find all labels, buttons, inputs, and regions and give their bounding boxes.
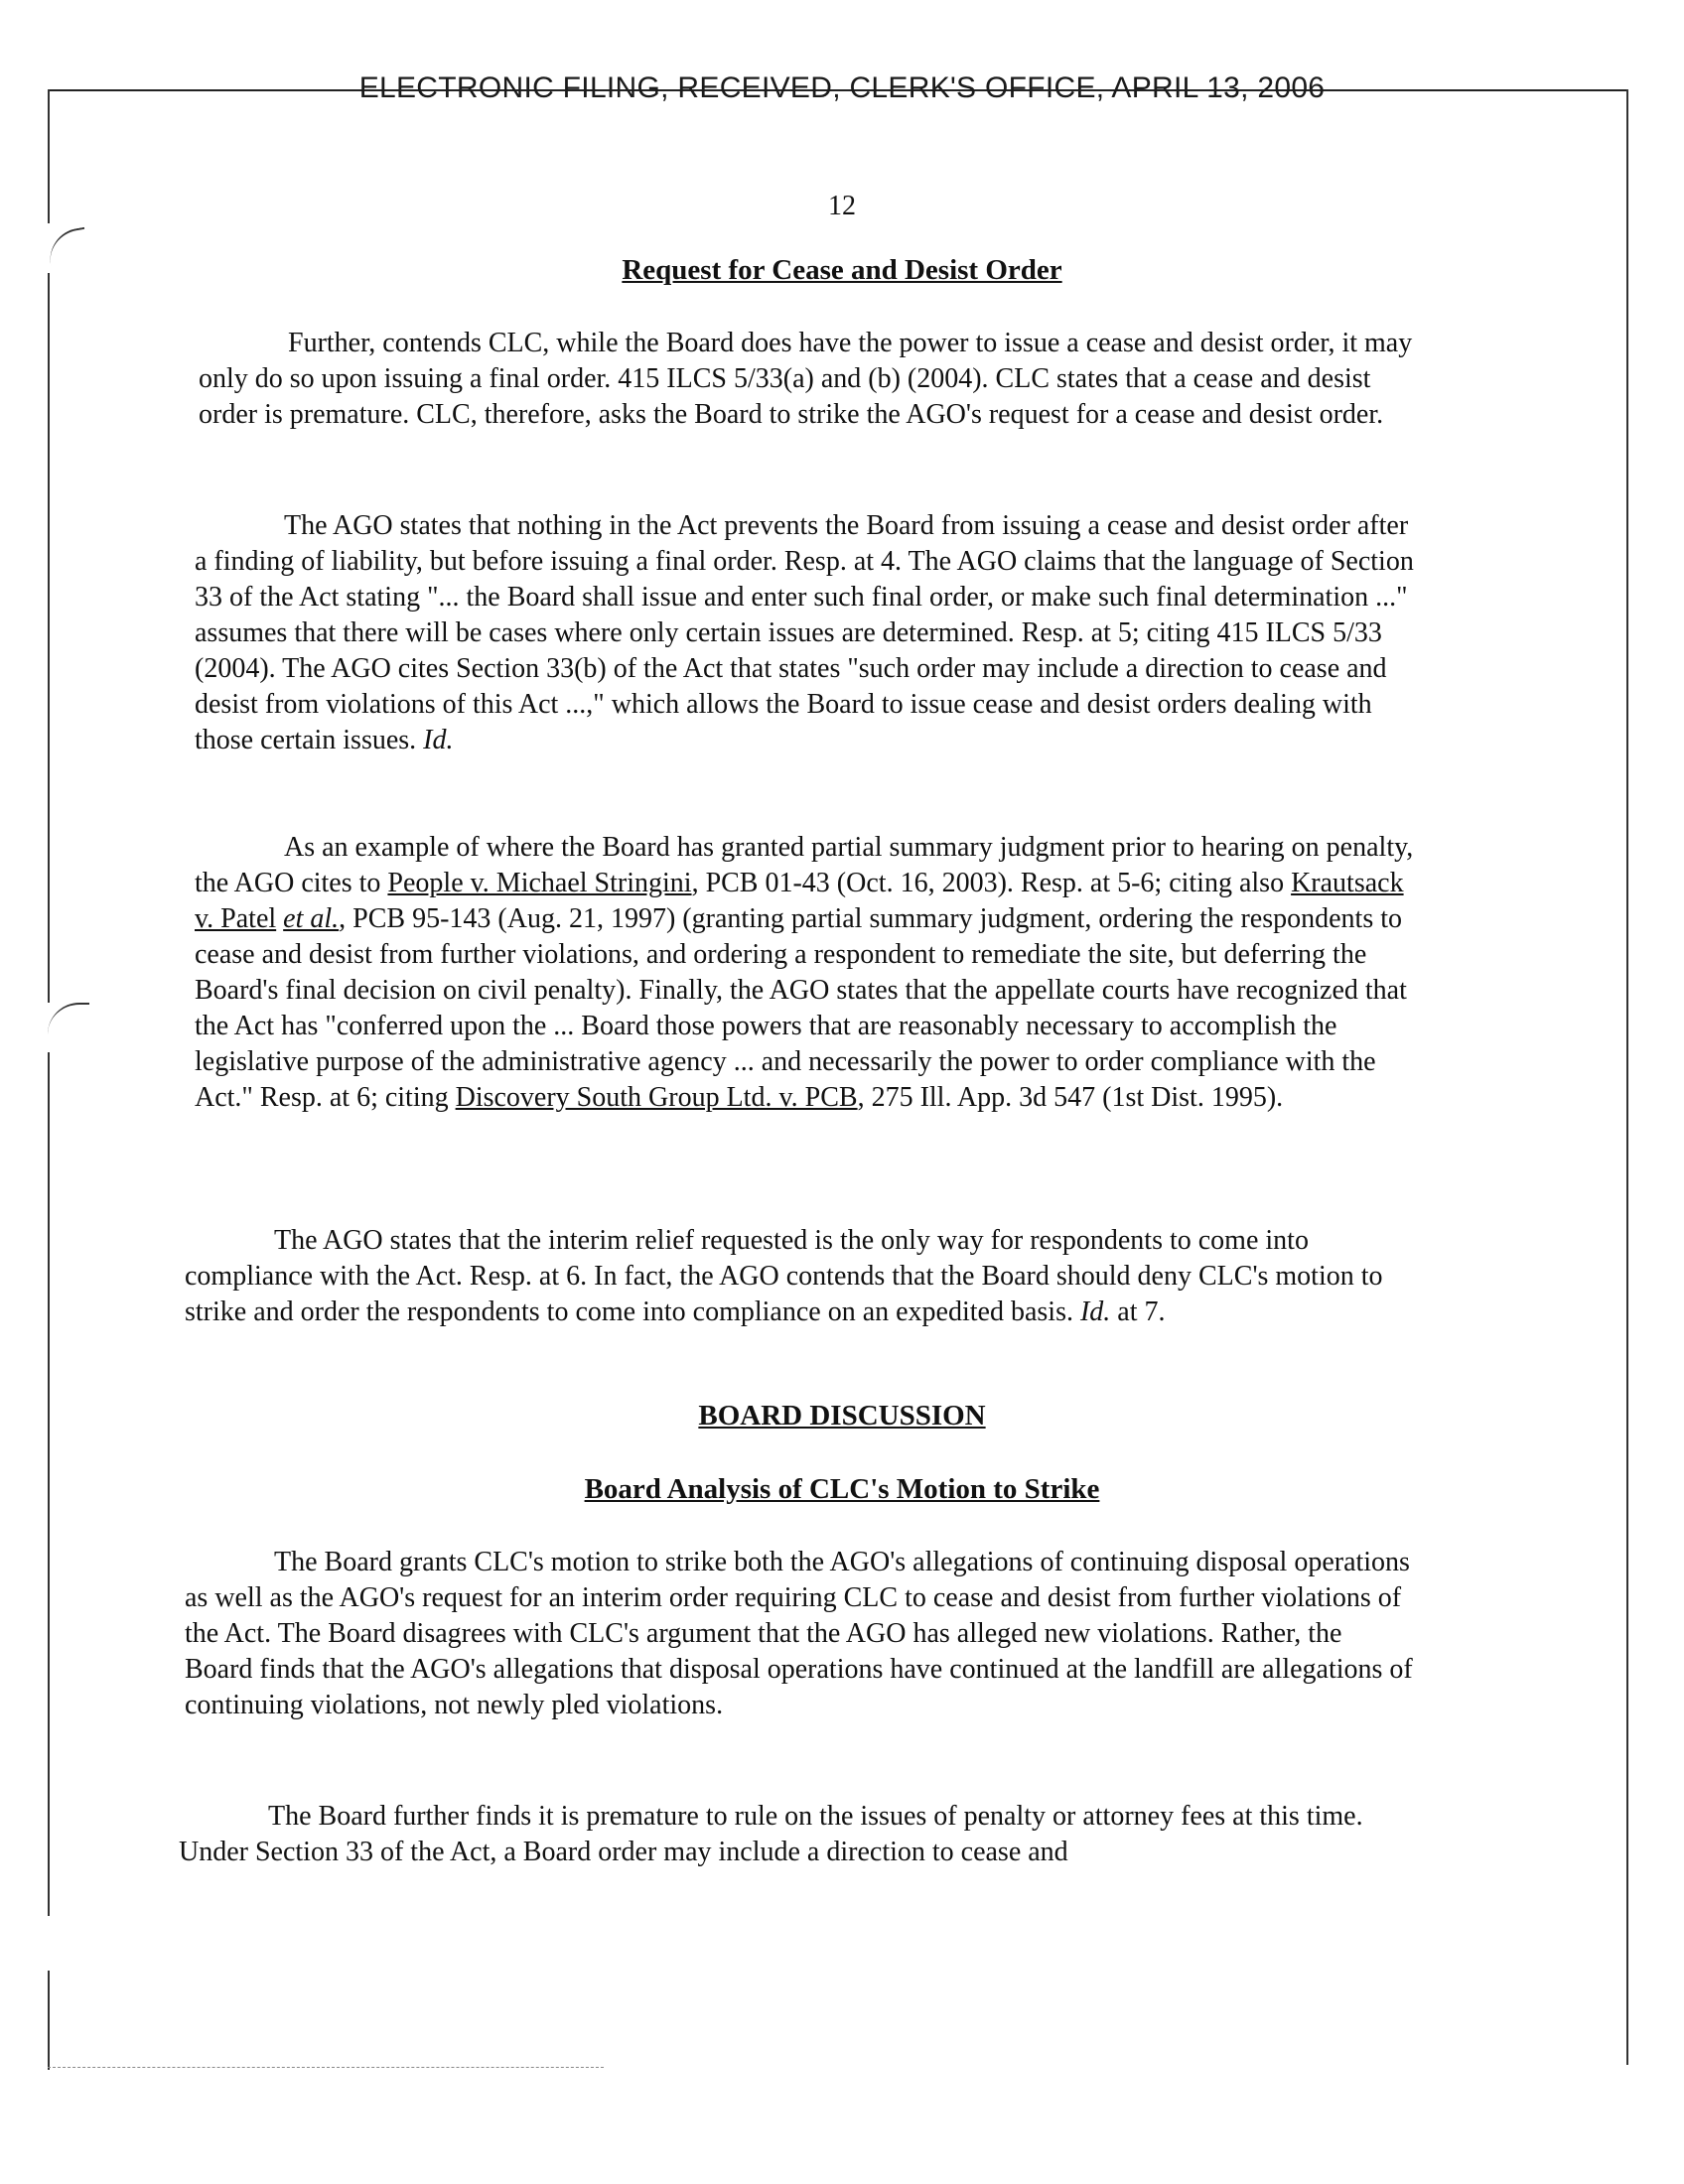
binding-mark	[48, 1003, 89, 1034]
paragraph-4-text-b: at 7.	[1117, 1297, 1166, 1327]
paragraph-1-text: Further, contends CLC, while the Board does have the power to issue a cease and desist order, it may only do so upon issuing a final order. 415 ILCS 5/33(a) and (b) (2004). CLC states that a cease and desist order is premature. CLC, therefore, asks the Board to strike the AGO's request for a cease and desist order.	[199, 328, 1413, 430]
filing-stamp: ELECTRONIC FILING, RECEIVED, CLERK'S OFFICE, APRIL 13, 2006	[358, 71, 1326, 104]
id-citation: Id.	[1079, 1297, 1111, 1327]
paragraph-2	[195, 508, 1426, 758]
section-heading-cease-desist: Request for Cease and Desist Order	[622, 254, 1062, 286]
paragraph-4	[185, 1223, 1416, 1330]
page-frame-left	[48, 273, 50, 1003]
paragraph-5-text: The Board grants CLC's motion to strike both the AGO's allegations of continuing disposal operations as well as the AGO's request for an interim order requiring CLC to cease and desist from further violations of the Act. The Board disagrees with CLC's argument that the AGO has alleged new violations. Rather, the Board finds that the AGO's allegations that disposal operations have continued at the landfill are allegations of continuing violations, not newly pled violations.	[185, 1547, 1413, 1720]
case-citation-et-al: et al.	[283, 903, 340, 934]
id-citation: Id.	[423, 725, 454, 755]
paragraph-1	[199, 326, 1430, 433]
paragraph-3-text-b: , PCB 01-43 (Oct. 16, 2003). Resp. at 5-6; citing also	[691, 868, 1285, 898]
section-heading-board-discussion: BOARD DISCUSSION	[698, 1400, 986, 1432]
paragraph-5	[185, 1545, 1416, 1723]
paragraph-6	[179, 1799, 1410, 1870]
paragraph-3-text-c: , PCB 95-143 (Aug. 21, 1997) (granting partial summary judgment, ordering the respondents to cease and desist from further violations, and ordering a respondent to remediate the site, but deferring the Board's final decision on civil penalty). Finally, the AGO states that the appellate courts have recognized that the Act has "conferred upon the ... Board those powers that are reasonably necessary to accomplish the legislative purpose of the administrative agency ... and necessarily the power to order compliance with the Act." Resp. at 6; citing	[195, 903, 1407, 1113]
page-frame-right	[1626, 89, 1628, 2065]
case-citation-krautsack: Krautsack v. Patel	[195, 868, 1404, 934]
paragraph-3	[195, 830, 1426, 1116]
paragraph-6-text: The Board further finds it is premature to rule on the issues of penalty or attorney fees at this time. Under Section 33 of the Act, a Board order may include a direction to cease and	[179, 1801, 1363, 1867]
page-frame-bottom	[48, 2067, 604, 2068]
page-frame-left	[48, 1971, 50, 2070]
paragraph-4-text-a: The AGO states that the interim relief requested is the only way for respondents to come into compliance with the Act. Resp. at 6. In fact, the AGO contends that the Board should deny CLC's motion to strike and order the respondents to come into compliance on an expedited basis.	[185, 1225, 1383, 1327]
case-citation-discovery: Discovery South Group Ltd. v. PCB	[455, 1082, 858, 1113]
section-heading-board-analysis: Board Analysis of CLC's Motion to Strike	[584, 1473, 1100, 1505]
page-number: 12	[828, 191, 856, 221]
paragraph-3-text-d: , 275 Ill. App. 3d 547 (1st Dist. 1995).	[857, 1082, 1284, 1113]
paragraph-3-text-a: As an example of where the Board has granted partial summary judgment prior to hearing on penalty, the AGO cites to	[195, 832, 1414, 898]
paragraph-2-text: The AGO states that nothing in the Act prevents the Board from issuing a cease and desist order after a finding of liability, but before issuing a final order. Resp. at 4. The AGO claims that the language of Section 33 of the Act stating "... the Board shall issue and enter such final order, or make such final determination ..." assumes that there will be cases where only certain issues are determined. Resp. at 5; citing 415 ILCS 5/33 (2004). The AGO cites Section 33(b) of the Act that states "such order may include a direction to cease and desist from violations of this Act ...," which allows the Board to issue cease and desist orders dealing with those certain issues.	[195, 510, 1414, 755]
case-citation-stringini: People v. Michael Stringini	[387, 868, 692, 898]
